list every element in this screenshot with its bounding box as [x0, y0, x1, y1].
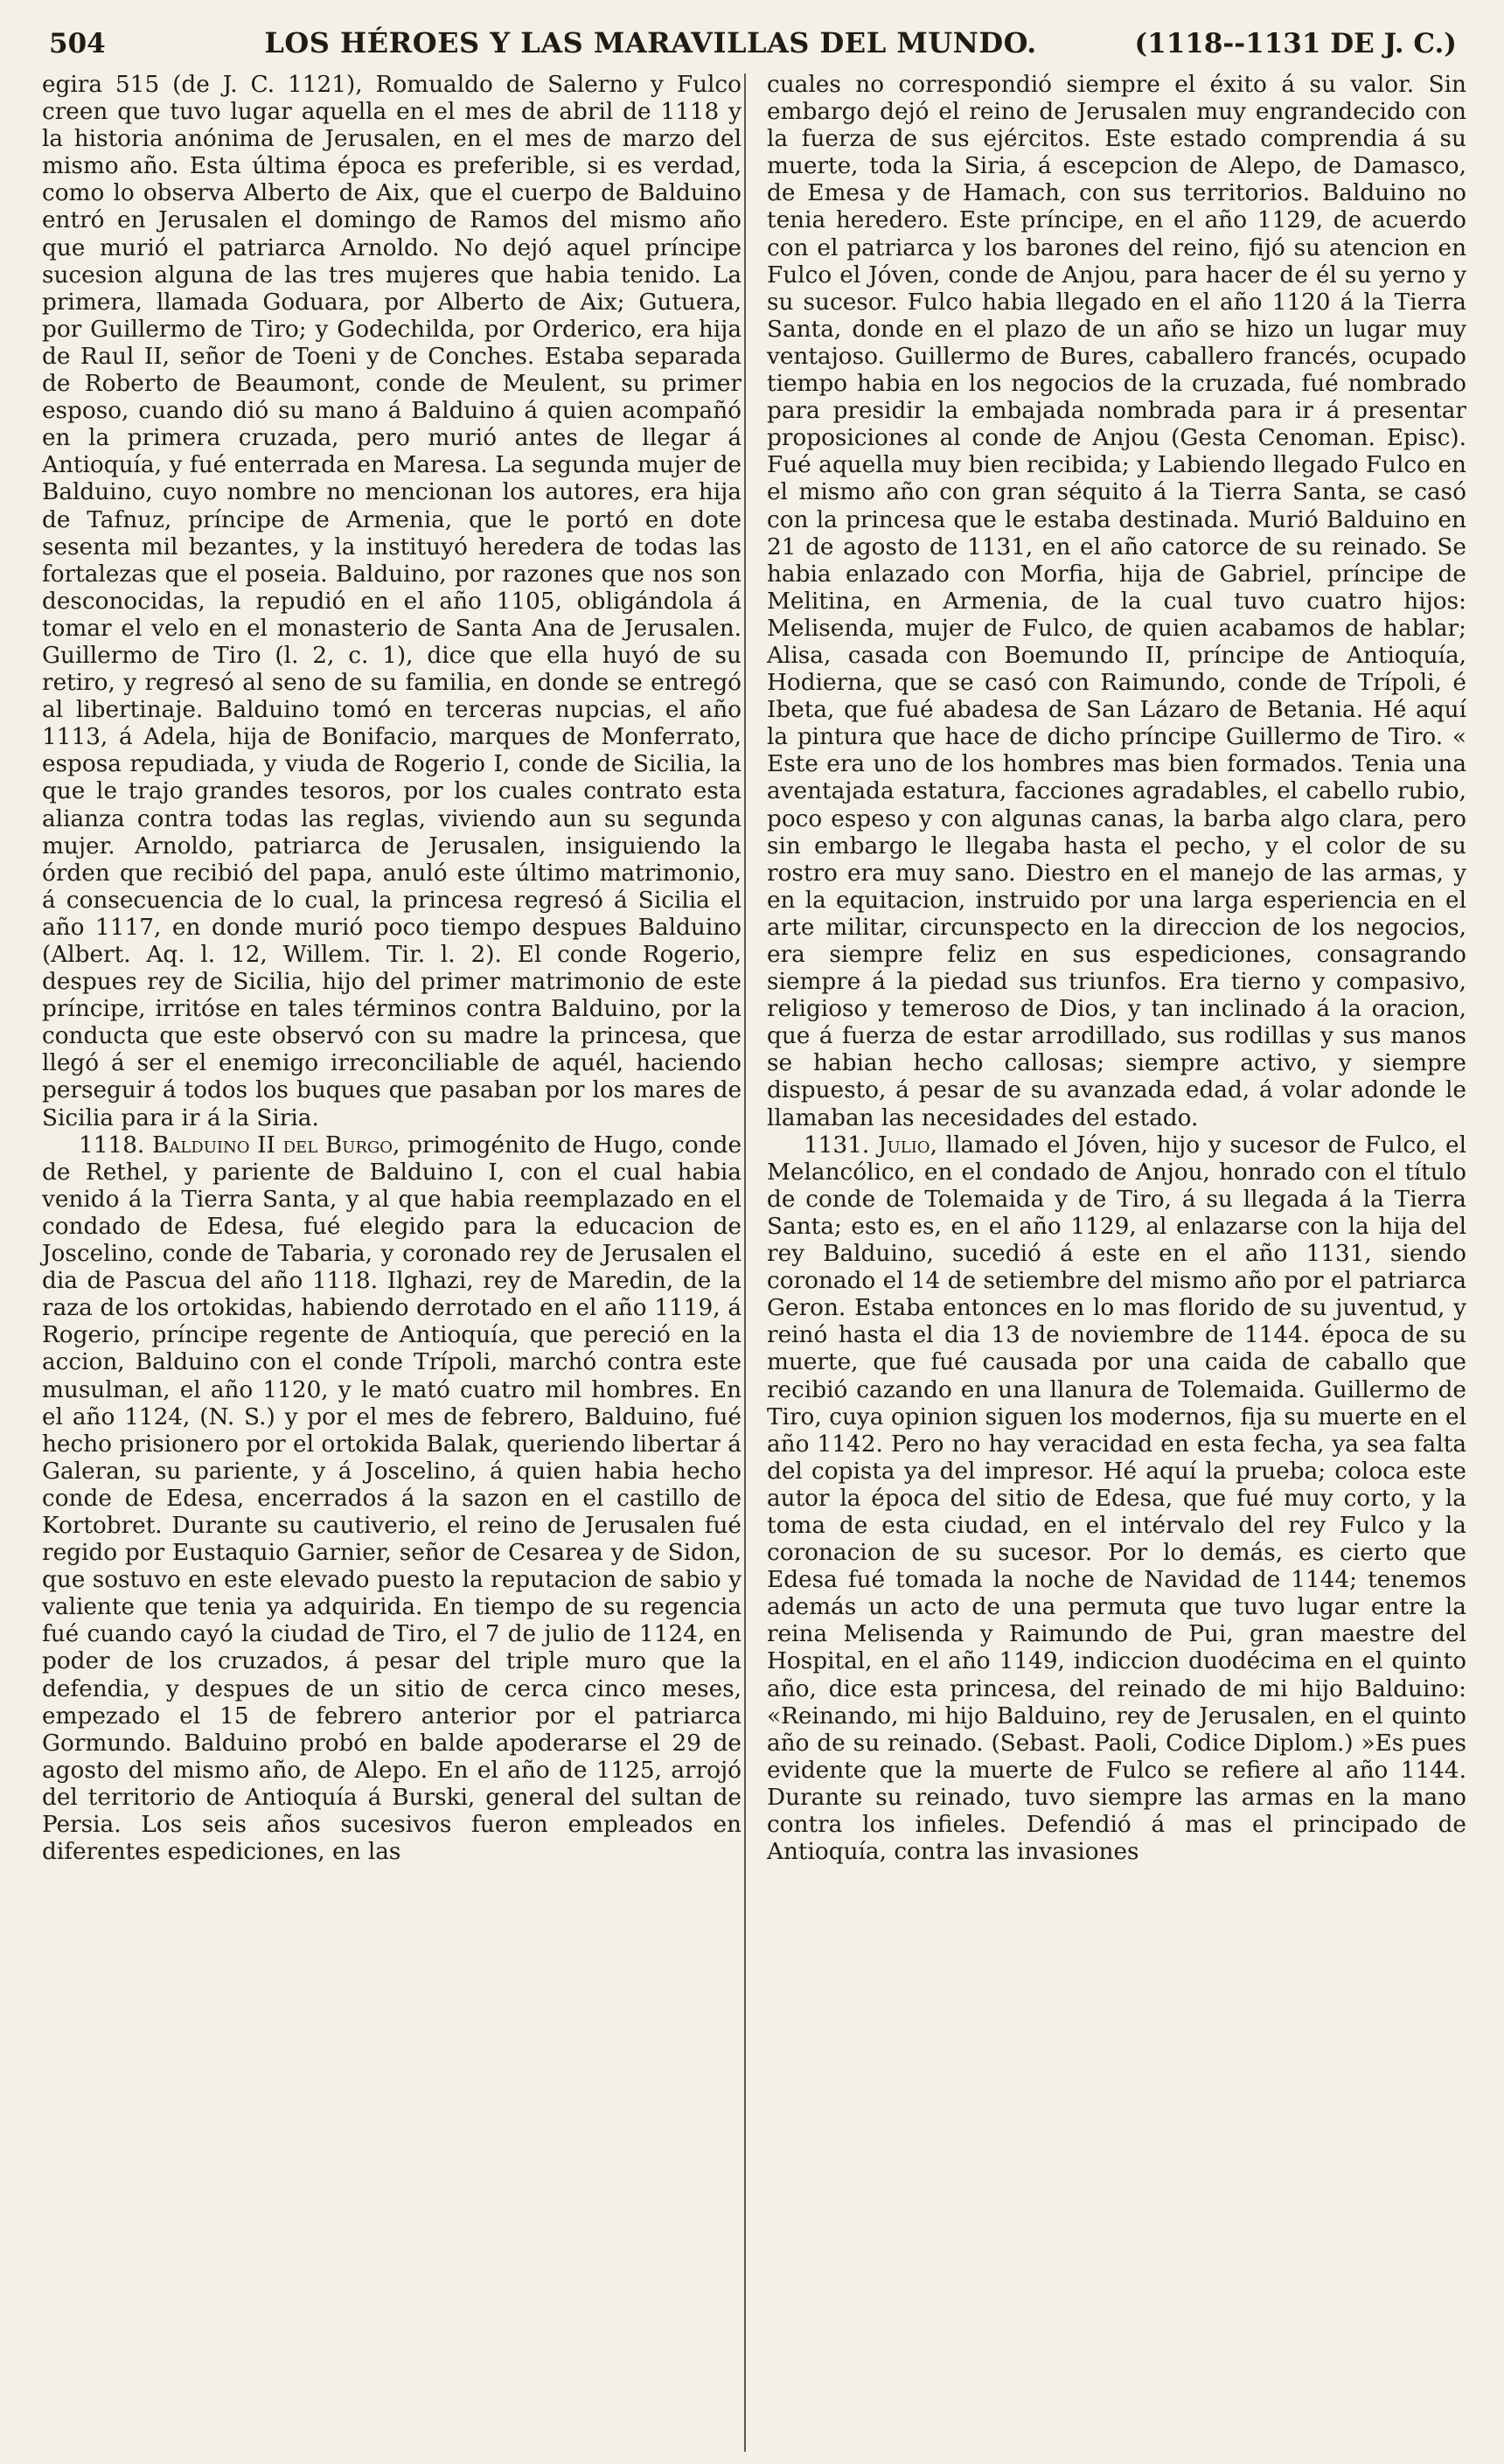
entry-year: 1131.: [804, 1131, 870, 1159]
entry-fulco: [767, 1132, 1466, 1867]
right-column: [767, 72, 1466, 1866]
running-title: LOS HÉROES Y LAS MARAVILLAS DEL MUNDO.: [264, 26, 1037, 59]
entry-text: llamado el Jóven, hijo y sucesor de Fulco, el Melancólico, en el condado de Anjou, honrado con el título de conde de Tolemaida y de Tiro, á su llegada á la Tierra Santa; esto es, en el año 1129, al enlazarse con la hija del rey Balduino, sucedió á este en el año 1131, siendo coronado el 14 de setiembre del mismo año por el patriarca Geron. Estaba entonces en lo mas florido de su juventud, y reinó hasta el dia 13 de noviembre de 1144. época de su muerte, que fué causada por una caida de caballo que recibió cazando en una llanura de Tolemaida. Guillermo de Tiro, cuya opinion siguen los modernos, fija su muerte en el año 1142. Pero no hay veracidad en esta fecha, ya sea falta del copista ya del impresor. Hé aquí la prueba; coloca este autor la época del sitio de Edesa, que fué muy corto, y la toma de esta ciudad, en el intérvalo del rey Fulco y la coronacion de su sucesor. Por lo demás, es cierto que Edesa fué tomada la noche de Navidad de 1144; tenemos además un acto de una permuta que tuvo lugar entre la reina Melisenda y Raimundo de Pui, gran maestre del Hospital, en el año 1149, indiccion duodécima en el quinto año, dice esta princesa, del reinado de mi hijo Balduino: «Reinando, mi hijo Balduino, rey de Jerusalen, en el quinto año de su reinado. (Sebast. Paoli, Codice Diplom.) »Es pues evidente que la muerte de Fulco se refiere al año 1144. Durante su reinado, tuvo siempre las armas en la mano contra los infieles. Defendió á mas el principado de Antioquía, contra las invasiones: [767, 1131, 1467, 1866]
entry-heading-name: Julio,: [878, 1131, 937, 1159]
page-number: 504: [49, 28, 106, 59]
left-column: [42, 72, 742, 1866]
entry-year: 1118.: [79, 1131, 145, 1159]
entry-text: primogénito de Hugo, conde de Rethel, y pariente de Balduino I, con el cual habia venido á la Tierra Santa, y al que habia reemplazado en el condado de Edesa, fué elegido para la educacion de Joscelino, conde de Tabaria, y coronado rey de Jerusalen el dia de Pascua del año 1118. Ilghazi, rey de Maredin, de la raza de los ortokidas, habiendo derrotado en el año 1119, á Rogerio, príncipe regente de Antioquía, que pereció en la accion, Balduino con el conde Trípoli, marchó contra este musulman, el año 1120, y le mató cuatro mil hombres. En el año 1124, (N. S.) y por el mes de febrero, Balduino, fué hecho prisionero por el ortokida Balak, queriendo libertar á Galeran, su pariente, y á Joscelino, á quien habia hecho conde de Edesa, encerrados á la sazon en el castillo de Kortobret. Durante su cautiverio, el reino de Jerusalen fué regido por Eustaquio Garnier, señor de Cesarea y de Sidon, que sostuvo en este elevado puesto la reputacion de sabio y valiente que tenia ya adquirida. En tiempo de su regencia fué cuando cayó la ciudad de Tiro, el 7 de julio de 1124, en poder de los cruzados, á pesar del triple muro que la defendia, y despues de un sitio de cerca cinco meses, empezado el 15 de febrero anterior por el patriarca Gormundo. Balduino probó en balde apoderarse el 29 de agosto del mismo año, de Alepo. En el año de 1125, arrojó del territorio de Antioquía á Burski, general del sultan de Persia. Los seis años sucesivos fueron empleados en diferentes espediciones, en las: [42, 1131, 742, 1866]
entry-heading-name: Balduino II del Burgo,: [151, 1131, 400, 1159]
entry-baldwin-ii: [42, 1132, 742, 1867]
year-range: (1118--1131 DE J. C.): [1134, 28, 1457, 59]
running-header: [49, 26, 1457, 61]
right-paragraph-continuation: cuales no correspondió siempre el éxito á su valor. Sin embargo dejó el reino de Jerusalen muy engrandecido con la fuerza de sus ejércitos. Este estado comprendia á su muerte, toda la Siria, á escepcion de Alepo, de Damasco, de Emesa y de Hamach, con sus territorios. Balduino no tenia heredero. Este príncipe, en el año 1129, de acuerdo con el patriarca y los barones del reino, fijó su atencion en Fulco el Jóven, conde de Anjou, para hacer de él su yerno y su sucesor. Fulco habia llegado en el año 1120 á la Tierra Santa, donde en el plazo de un año se hizo un lugar muy ventajoso. Guillermo de Bures, caballero francés, ocupado tiempo habia en los negocios de la cruzada, fué nombrado para presidir la embajada nombrada para ir á presentar proposiciones al conde de Anjou (Gesta Cenoman. Episc). Fué aquella muy bien recibida; y Labiendo llegado Fulco en el mismo año con gran séquito á la Tierra Santa, se casó con la princesa que le estaba destinada. Murió Balduino en 21 de agosto de 1131, en el año catorce de su reinado. Se habia enlazado con Morfia, hija de Gabriel, príncipe de Melitina, en Armenia, de la cual tuvo cuatro hijos: Melisenda, mujer de Fulco, de quien acabamos de hablar; Alisa, casada con Boemundo II, príncipe de Antioquía, Hodierna, que se casó con Raimundo, conde de Trípoli, é Ibeta, que fué abadesa de San Lázaro de Betania. Hé aquí la pintura que hace de dicho príncipe Guillermo de Tiro. « Este era uno de los hombres mas bien formados. Tenia una aventajada estatura, facciones agradables, el cabello rubio, poco espeso y con algunas canas, la barba algo clara, pero sin embargo le llegaba hasta el pecho, y el color de su rostro era muy sano. Diestro en el manejo de las armas, y en la equitacion, instruido por una larga esperiencia en el arte militar, circunspecto en la direccion de los negocios, era siempre feliz en sus espediciones, consagrando siempre á la piedad sus triunfos. Era tierno y compasivo, religioso y temeroso de Dios, y tan inclinado á la oracion, que á fuerza de estar arrodillado, sus rodillas y sus manos se habian hecho callosas; siempre activo, y siempre dispuesto, á pesar de su avanzada edad, á volar adonde le llamaban las necesidades del estado.: [767, 72, 1466, 1131]
left-paragraph-continuation: egira 515 (de J. C. 1121), Romualdo de Salerno y Fulco creen que tuvo lugar aquella en el mes de abril de 1118 y la historia anónima de Jerusalen, en el mes de marzo del mismo año. Esta última época es preferible, si es verdad, como lo observa Alberto de Aix, que el cuerpo de Balduino entró en Jerusalen el domingo de Ramos del mismo año que murió el patriarca Arnoldo. No dejó aquel príncipe sucesion alguna de las tres mujeres que habia tenido. La primera, llamada Goduara, por Alberto de Aix; Gutuera, por Guillermo de Tiro; y Godechilda, por Orderico, era hija de Raul II, señor de Toeni y de Conches. Estaba separada de Roberto de Beaumont, conde de Meulent, su primer esposo, cuando dió su mano á Balduino á quien acompañó en la primera cruzada, pero murió antes de llegar á Antioquía, y fué enterrada en Maresa. La segunda mujer de Balduino, cuyo nombre no mencionan los autores, era hija de Tafnuz, príncipe de Armenia, que le portó en dote sesenta mil bezantes, y la instituyó heredera de todas las fortalezas que el poseia. Balduino, por razones que nos son desconocidas, la repudió en el año 1105, obligándola á tomar el velo en el monasterio de Santa Ana de Jerusalen. Guillermo de Tiro (l. 2, c. 1), dice que ella huyó de su retiro, y regresó al seno de su familia, en donde se entregó al libertinaje. Balduino tomó en terceras nupcias, el año 1113, á Adela, hija de Bonifacio, marques de Monferrato, esposa repudiada, y viuda de Rogerio I, conde de Sicilia, la que le trajo grandes tesoros, por los cuales contrato esta alianza contra todas las reglas, viviendo aun su segunda mujer. Arnoldo, patriarca de Jerusalen, insiguiendo la órden que recibió del papa, anuló este último matrimonio, á consecuencia de lo cual, la princesa regresó á Sicilia el año 1117, en donde murió poco tiempo despues Balduino (Albert. Aq. l. 12, Willem. Tir. l. 2). El conde Rogerio, despues rey de Sicilia, hijo del primer matrimonio de este príncipe, irritóse en tales términos contra Balduino, por la conducta que este observó con su madre la princesa, que llegó á ser el enemigo irreconciliable de aquél, haciendo perseguir á todos los buques que pasaban por los mares de Sicilia para ir á la Siria.: [42, 72, 742, 1131]
column-divider: [744, 73, 746, 2452]
